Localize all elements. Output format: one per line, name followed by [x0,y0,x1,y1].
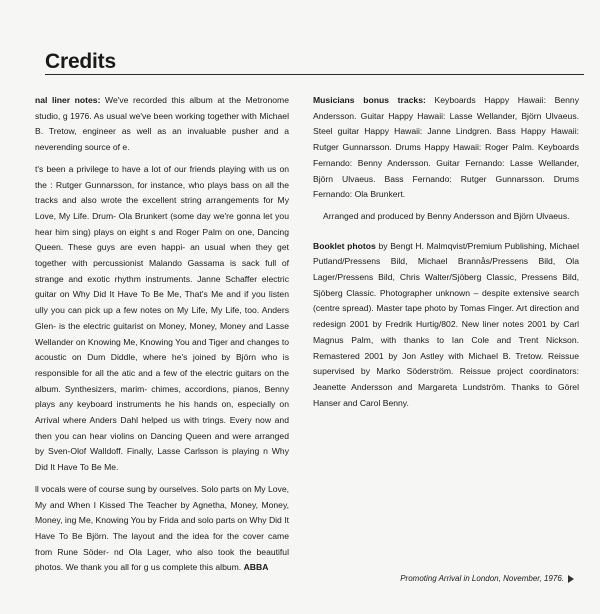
title-rule [45,74,584,75]
page-title: Credits [45,50,116,73]
liner-notes-heading: nal liner notes: [35,95,101,105]
arrow-right-icon [568,575,574,583]
musicians-text: Keyboards Happy Hawaii: Benny Andersson. Guitar Happy Hawaii: Lasse Wellander, Björn Ulvaeus. Steel guitar Happy Hawaii: Janne Lindgren. Bass Happy Hawaii: Rutger Gunnarsson. Drums Happy Hawaii: Roger Palm. Keyboards Fernando: Benny Andersson. Guitar Fernando: Lasse Wellander, Björn Ulvaeus. Bass Fernando: Rutger Gunnarsson. Drums Fernando: Ola Brunkert. [313,95,579,200]
booklet-text: by Bengt H. Malmqvist/Premium Publishing, Michael Putland/Pressens Bild, Michael Brannås/Pressens Bild, Ola Lager/Pressens Bild, Chris Walter/Sjöberg Classic, Pressens Bild, Sjöberg Classic. Photographer unknown – despite extensive search (centre spread). Master tape photo by Tomas Finger. Art direction and redesign 2001 by Fredrik Hurtig/802. New liner notes 2001 by Carl Magnus Palm, with thanks to Ian Cole and Trent Nickson. Remastered 2001 by Jon Astley with Michael B. Tretow. Reissue supervised by Marko Söderström. Reissue project coordinators: Jeanette Andersson and Margareta Lundström. Thanks to Görel Hanser and Carol Benny. [313,240,579,408]
liner-notes-text-1: We've recorded this album at the Metronome studio, g 1976. As usual we've been working together with Michael B. Tretow, engineer as well as an invaluable pusher and a neverending source of e. [35,95,289,153]
liner-notes-paragraph-2: t's been a privilege to have a lot of our friends playing with us on the : Rutger Gunnarsson, for instance, who plays bass on all the tracks and also wrote the excellent string arrangements for My Love, My Life. Drum- Ola Brunkert (some day we're gonna let you hear him sing) plays on eight s and Roger Palm on one, Dancing Queen. These guys are even happi- an usual when they get together with percussionist Malando Gassama is sack full of strange and exotic rhythm instruments. Janne Schaffer electric guitar on Why Did It Have To Be Me, That's Me and if you listen ully you can pick up a few notes on My Life, My Life, too. Anders Glen- is the electric guitarist on Money, Money, Money and Lasse Wellander on Knowing Me, Knowing You and Tiger and changes to acoustic on Dum Diddle, where he's joined by Björn who is responsible for all the atic and a few of the electric guitars on the album. Synthesizers, marim- chimes, accordions, pianos, Benny plays any keyboard instruments he his hands on, especially on Arrival where Anders Dahl helped us with trings. Every now and then you can hear violins on Dancing Queen and were arranged by Sven-Olof Walldoff. Finally, Lasse Carlsson is playing n Why Did It Have To Be Me. [35,163,290,473]
liner-notes-paragraph-3 [35,482,289,576]
credits-column [313,93,579,411]
signature: ABBA [243,562,269,573]
liner-notes-column [35,93,289,576]
booklet-paragraph [313,239,579,412]
musicians-paragraph [313,93,579,203]
arranged-line: Arranged and produced by Benny Andersson and Björn Ulvaeus. [323,210,570,221]
liner-notes-text-3: ll vocals were of course sung by ourselves. Solo parts on My Love, My and When I Kissed The Teacher by Agnetha, Money, Money, Money, ing Me, Knowing You by Frida and solo parts on Why Did It Have To Be Björn. The layout and the idea for the cover came from Rune Söder- nd Ola Lager, who also took the beautiful photos. We thank you all for g us complete this album. [35,483,289,573]
booklet-heading: Booklet photos [313,240,376,251]
photo-caption [400,574,574,583]
liner-notes-paragraph-1 [35,93,289,156]
caption-text: Promoting Arrival in London, November, 1976. [400,574,564,583]
musicians-heading: Musicians bonus tracks: [313,95,426,105]
